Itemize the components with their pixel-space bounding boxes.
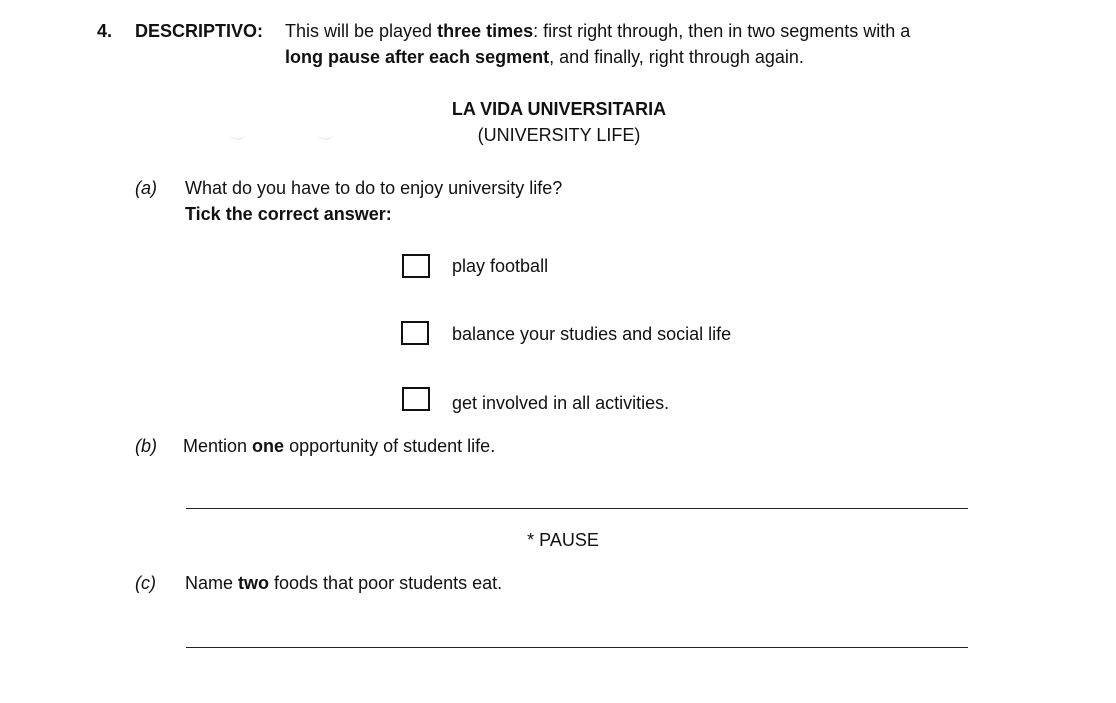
part-c-answer-line[interactable]: [186, 647, 968, 648]
passage-title: LA VIDA UNIVERSITARIA: [451, 99, 667, 119]
question-type-label: DESCRIPTIVO:: [135, 21, 264, 41]
part-b-answer-line[interactable]: [186, 508, 968, 509]
option-3-label: get involved in all activities.: [452, 393, 670, 413]
option-3-checkbox[interactable]: [402, 387, 430, 411]
option-1-checkbox[interactable]: [402, 254, 430, 278]
question-number: 4.: [97, 21, 113, 41]
passage-subtitle: (UNIVERSITY LIFE): [477, 125, 641, 145]
instruction-line-1: This will be played three times: first right through, then in two segments with a: [285, 21, 911, 41]
instruction-line-2: long pause after each segment, and finally, right through again.: [285, 47, 804, 67]
pause-marker: * PAUSE: [527, 530, 599, 550]
part-a-label: (a): [135, 178, 157, 198]
part-b-label: (b): [135, 436, 157, 456]
option-2-checkbox[interactable]: [401, 321, 429, 345]
option-1-label: play football: [452, 256, 549, 276]
part-b-question: Mention one opportunity of student life.: [183, 436, 496, 456]
option-2-label: balance your studies and social life: [452, 324, 732, 344]
part-a-question: What do you have to do to enjoy university life?: [185, 178, 563, 198]
part-a-instruction: Tick the correct answer:: [185, 204, 392, 224]
part-c-label: (c): [135, 573, 156, 593]
part-c-question: Name two foods that poor students eat.: [185, 573, 503, 593]
